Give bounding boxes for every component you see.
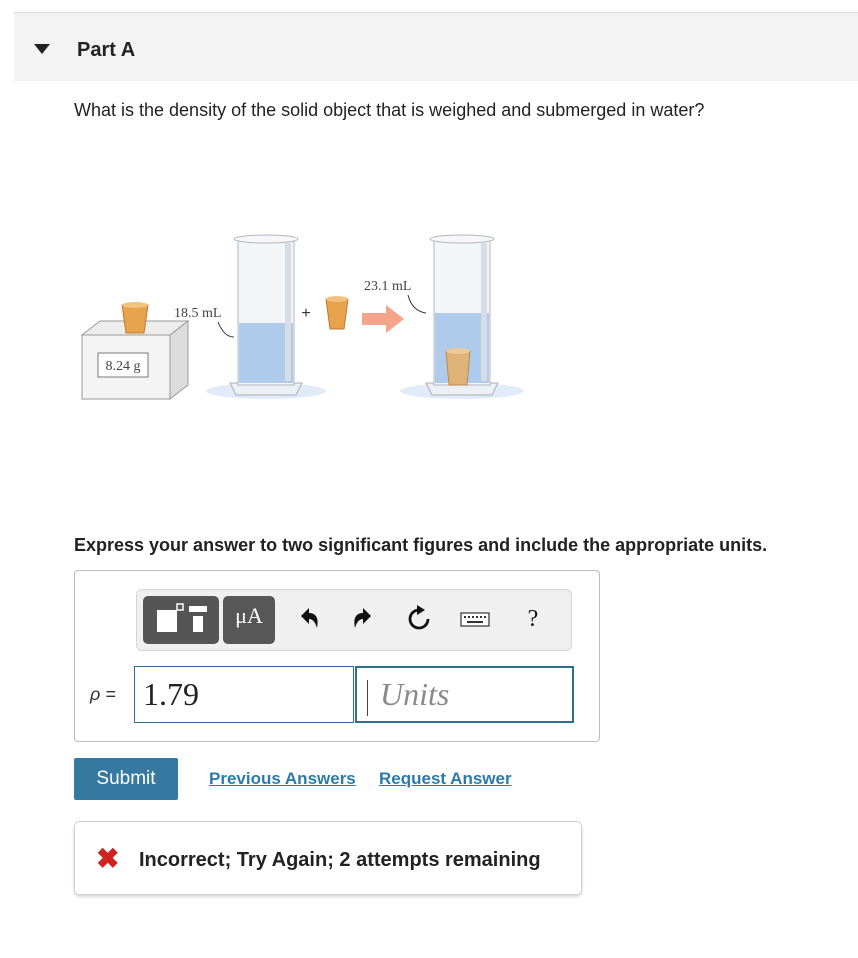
final-volume-label: 23.1 mL xyxy=(364,279,412,294)
reset-icon[interactable] xyxy=(403,602,435,636)
question-text: What is the density of the solid object that is weighed and submerged in water? xyxy=(74,100,705,120)
collapse-caret-icon[interactable] xyxy=(34,44,50,54)
templates-icon xyxy=(143,596,219,644)
graduated-cylinder-final xyxy=(400,235,524,399)
arrow-right-icon xyxy=(362,305,404,333)
plus-sign: + xyxy=(301,305,311,322)
feedback-message: Incorrect; Try Again; 2 attempts remaining xyxy=(139,849,541,871)
solid-object-falling xyxy=(326,296,348,329)
part-title: Part A xyxy=(77,39,136,61)
variable-label: ρ = xyxy=(90,684,116,704)
greek-symbols-button[interactable]: μA xyxy=(223,596,275,644)
value-input[interactable]: 1.79 xyxy=(134,666,354,723)
undo-icon[interactable] xyxy=(293,602,325,636)
part-header[interactable] xyxy=(14,13,858,81)
request-answer-link[interactable]: Request Answer xyxy=(379,769,512,788)
redo-icon[interactable] xyxy=(347,602,379,636)
instructions-text: Express your answer to two significant figures and include the appropriate units. xyxy=(74,535,768,555)
close-icon: ✖ xyxy=(96,843,120,874)
solid-object xyxy=(122,302,148,333)
help-button[interactable]: ? xyxy=(527,606,539,632)
density-figure xyxy=(78,225,558,415)
units-placeholder: Units xyxy=(380,676,450,712)
units-input[interactable] xyxy=(355,666,574,723)
math-toolbar xyxy=(136,589,572,651)
scale-reading: 8.24 g xyxy=(105,359,141,374)
initial-volume-label: 18.5 mL xyxy=(174,306,222,321)
keyboard-icon[interactable] xyxy=(459,602,491,636)
submit-button[interactable]: Submit xyxy=(74,758,178,800)
previous-answers-link[interactable]: Previous Answers xyxy=(209,769,356,788)
templates-button[interactable] xyxy=(143,596,219,644)
text-cursor xyxy=(367,680,368,716)
